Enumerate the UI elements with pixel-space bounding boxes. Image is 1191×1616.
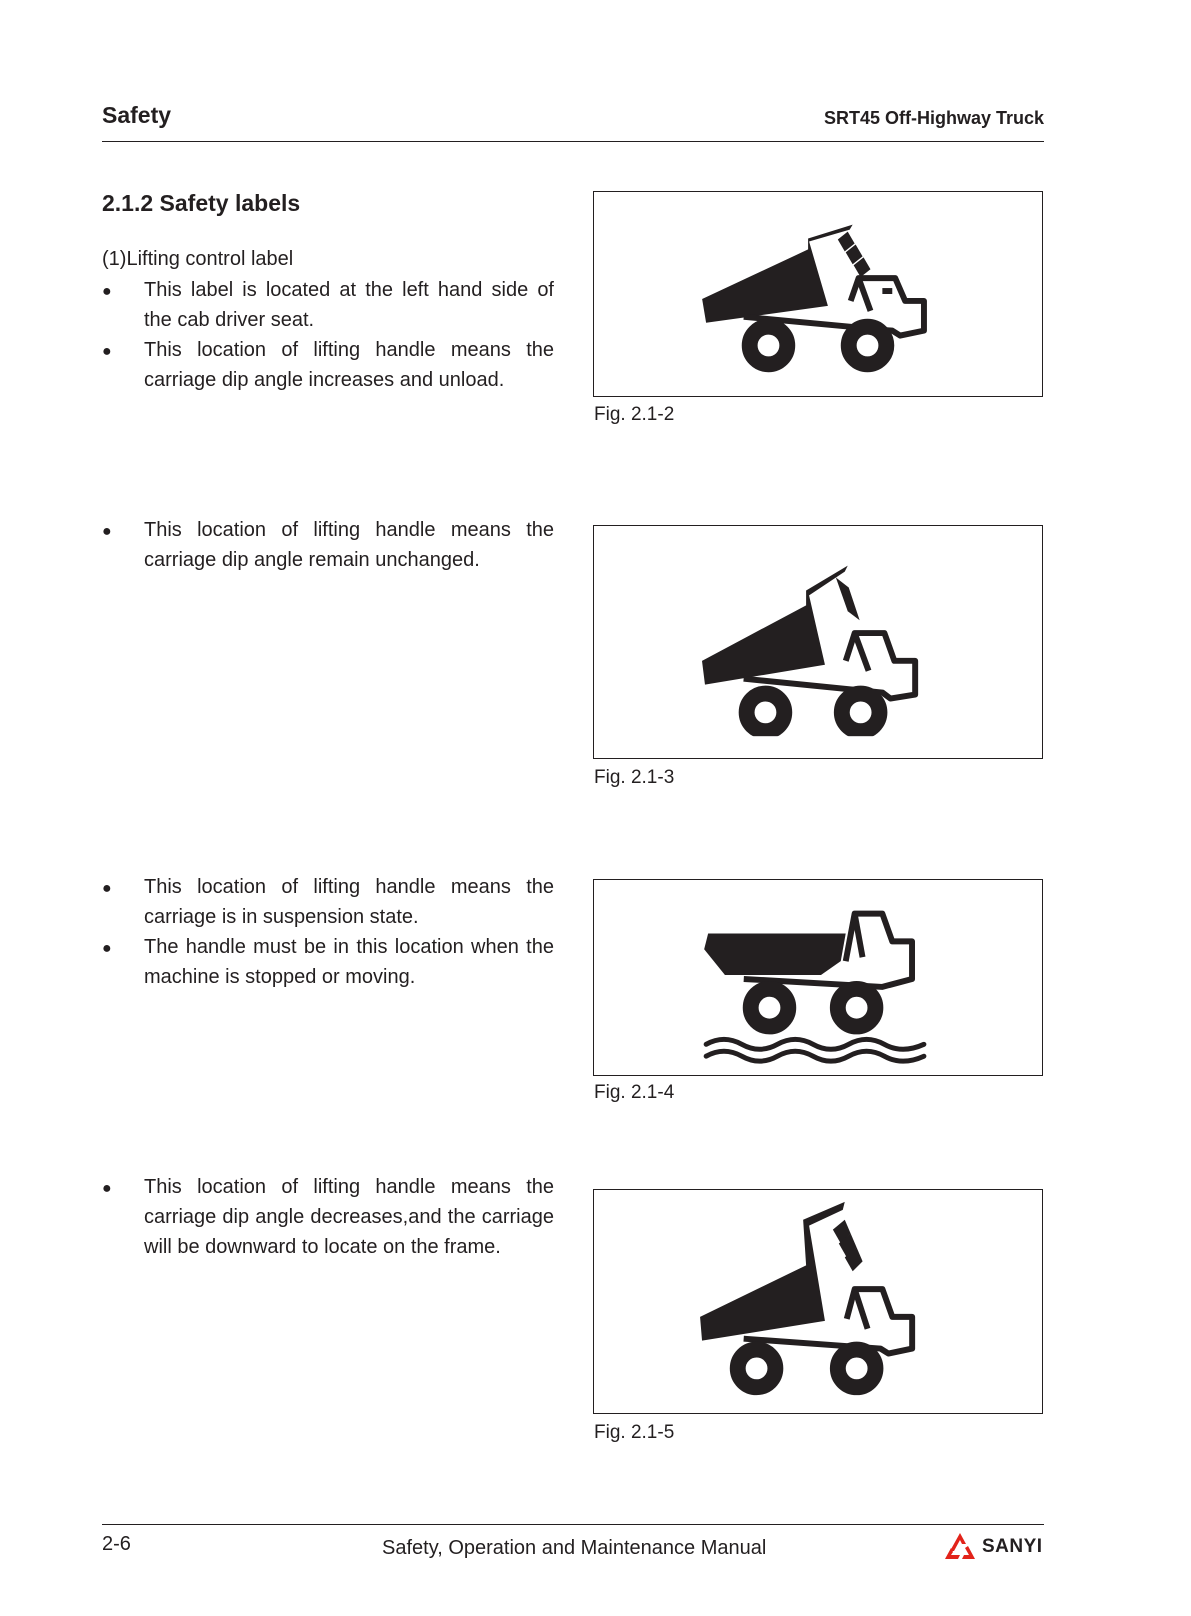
figure-2-1-2 <box>593 191 1043 397</box>
figure-2-1-5 <box>593 1189 1043 1414</box>
bullet-item <box>102 515 554 575</box>
bullet-text: This location of lifting handle means the carriage dip angle increases and unload. <box>144 339 554 391</box>
brand-logo-icon <box>944 1532 976 1562</box>
dump-truck-hold-icon <box>594 526 1042 758</box>
bullet-text: This label is located at the left hand side of the cab driver seat. <box>144 279 554 331</box>
figure-caption: Fig. 2.1-5 <box>594 1422 675 1443</box>
header-section-title: Safety <box>102 102 172 128</box>
bullet-text: The handle must be in this location when the machine is stopped or moving. <box>144 936 554 988</box>
bullet-dot: ● <box>102 880 112 897</box>
bullet-dot: ● <box>102 940 112 957</box>
manual-title: Safety, Operation and Maintenance Manual <box>382 1537 767 1559</box>
bullet-dot: ● <box>102 343 112 360</box>
dump-truck-float-icon <box>594 880 1042 1075</box>
bullet-text: This location of lifting handle means the carriage is in suspension state. <box>144 876 554 928</box>
bullet-item <box>102 335 554 395</box>
figure-caption: Fig. 2.1-2 <box>594 404 675 425</box>
bullet-text: This location of lifting handle means the carriage dip angle remain unchanged. <box>144 519 554 571</box>
dump-truck-lower-icon <box>594 1190 1042 1413</box>
bullet-text: This location of lifting handle means the carriage dip angle decreases,and the carriage will be downward to locate on the frame. <box>144 1176 554 1258</box>
bullet-dot: ● <box>102 1180 112 1197</box>
header-product-title: SRT45 Off-Highway Truck <box>823 108 1044 128</box>
intro-paragraph: (1)Lifting control label <box>102 248 294 270</box>
brand-logo <box>944 1530 1043 1564</box>
figure-caption: Fig. 2.1-4 <box>594 1082 675 1103</box>
bullet-item <box>102 872 554 932</box>
bullet-item <box>102 932 554 992</box>
bullet-item <box>102 275 554 335</box>
bullet-dot: ● <box>102 283 112 300</box>
figure-caption: Fig. 2.1-3 <box>594 767 675 788</box>
dump-truck-raise-icon <box>594 192 1042 396</box>
bullet-item <box>102 1172 554 1262</box>
footer-divider <box>102 1524 1044 1525</box>
section-title: 2.1.2 Safety labels <box>102 190 301 216</box>
header-divider <box>102 141 1044 142</box>
figure-2-1-4 <box>593 879 1043 1076</box>
brand-name: SANYI <box>982 1536 1043 1557</box>
bullet-dot: ● <box>102 523 112 540</box>
figure-2-1-3 <box>593 525 1043 759</box>
page-number: 2-6 <box>102 1533 131 1555</box>
